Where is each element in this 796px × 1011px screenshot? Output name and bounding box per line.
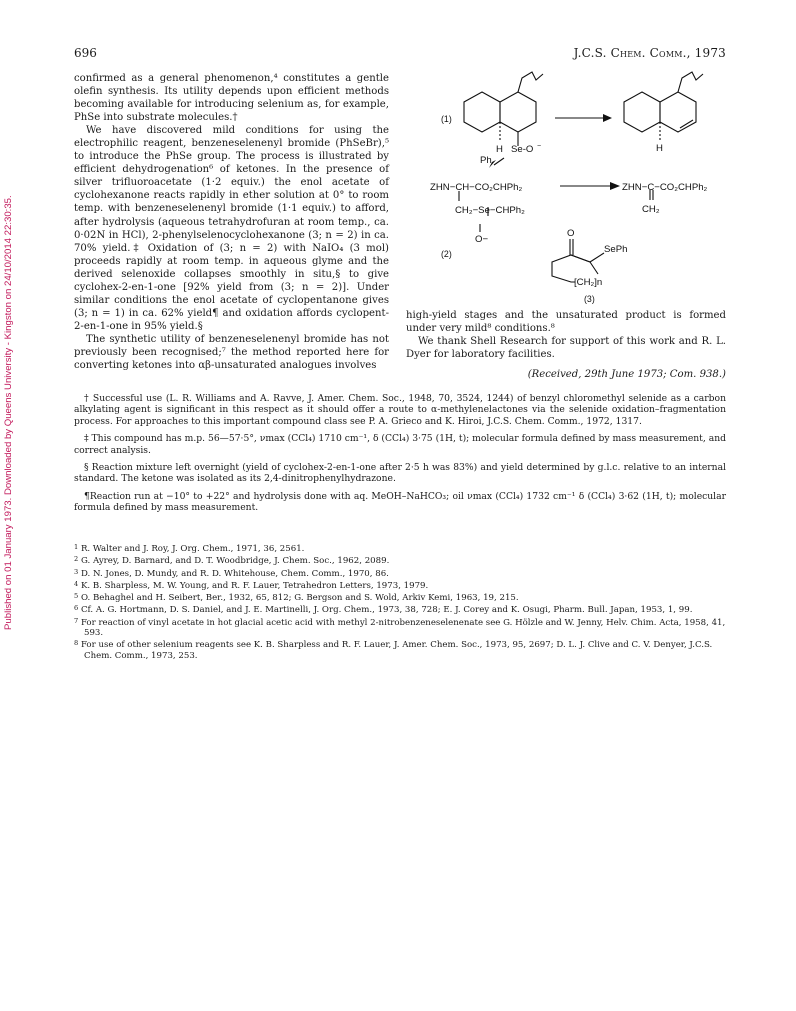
compound-label-1: (1) [441,114,452,124]
side-chain [678,72,703,92]
reference: $^1$ R. Walter and J. Roy, J. Org. Chem., 1971, 36, 2561. [74,543,305,554]
footnote: ¶Reaction run at −10° to +22° and hydrolysis done with aq. MeOH–NaHCO₃; oil νmax (CCl₄) 1732 cm⁻¹ δ (CCl₄) 3·62 (1H, t); molecular formula defined by mass measurement. [74,490,726,514]
atom-label: [CH₂]n [574,277,603,288]
formula: O− [475,234,489,245]
footnotes [74,393,726,520]
formula: ZHN−CH−CO₂CHPh₂ [430,182,523,193]
download-watermark: Published on 01 January 1973. Downloaded by Queens University - Kingston on 24/10/2014 22:30:35. [3,195,14,630]
atom-label: SePh [604,244,628,255]
reference: $^7$ For reaction of vinyl acetate in hot glacial acetic acid with methyl 2-nitrobenzeneselenenate see G. Hölzle and W. Jenny, Helv. Chim. Acta, 1958, 41, 593. [74,616,726,639]
journal-header: J.C.S. Chem. Comm., 1973 [573,46,726,60]
compound-label-3: (3) [584,294,595,304]
atom-label: O [567,228,575,239]
paragraph: We have discovered mild conditions for using the electrophilic reagent, benzeneselenenyl bromide (PhSeBr),⁵ to introduce the PhSe group. The process is illustrated by efficient dehydrogenation⁶ of ketones. In the presence of silver trifluoroacetate (1·2 equiv.) the enol acetate of cyclohexanone reacts rapidly in ether solution at 0° to room temp. with benzeneselenenyl bromide (1·1 equiv.) to afford, after hydrolysis (aqueous tetrahydrofuran at room temp., ca. 0·02N in HCl), 2-phenylselenocyclohexanone (3; n = 2) in ca. 70% yield.‡ Oxidation of (3; n = 2) with NaIO₄ (3 mol) proceeds rapidly at room temp. in aqueous glyme and the derived selenoxide collapses smoothly in situ,§ to give cyclohex-2-en-1-one [92% yield from (3; n = 2)]. Under similar conditions the enol acetate of cyclopentanone gives (3; n = 1) in ca. 62% yield¶ and oxidation affords cyclopent-2-en-1-one in 95% yield.§ [74,125,389,332]
formula: CH₂ [642,204,660,215]
atom-label: Se-O [511,144,534,155]
reaction-scheme [0,0,796,310]
ring-d [660,92,696,132]
reference: $^2$ G. Ayrey, D. Barnard, and D. T. Woodbridge, J. Chem. Soc., 1962, 2089. [74,555,390,567]
paragraph: high-yield stages and the unsaturated product is formed under very mild⁸ conditions.⁸ [406,310,726,335]
page-number: 696 [74,46,97,60]
references [74,542,726,661]
atom-label: H [656,143,663,154]
reference: $^4$ K. B. Sharpless, M. W. Young, and R. F. Lauer, Tetrahedron Letters, 1973, 1979. [74,579,429,591]
right-column [406,309,726,361]
footnote: † Successful use (L. R. Williams and A. Ravve, J. Amer. Chem. Soc., 1948, 70, 3524, 1244) of benzyl chloromethyl selenide as a carbon alkylating agent is significant in this respect as it should offer a route to α-methylenelactones via the selenide oxidation–fragmentation process. For approaches to this important compound class see P. A. Grieco and K. Hiroi, J.C.S. Chem. Comm., 1972, 1317. [74,393,726,427]
ring-a [464,92,500,132]
atom-label: H [496,144,503,155]
ring-c [624,92,660,132]
charge: − [537,143,542,150]
atom-label: Ph [480,155,492,166]
reference: $^3$ D. N. Jones, D. Mundy, and R. D. Whitehouse, Chem. Comm., 1970, 86. [74,567,389,579]
footnote: ‡ This compound has m.p. 56—57·5°, νmax (CCl₄) 1710 cm⁻¹, δ (CCl₄) 3·75 (1H, t); molecular formula defined by mass measurement, and correct analysis. [74,433,726,456]
side-chain [518,72,543,92]
formula: ZHN−C−CO₂CHPh₂ [622,182,708,193]
compound-label-2: (2) [441,249,452,259]
reference: $^6$ Cf. A. G. Hortmann, D. S. Daniel, and J. E. Martinelli, J. Org. Chem., 1973, 38, 728; E. J. Corey and K. Osugi, Pharm. Bull. Japan, 1953, 1, 99. [74,604,693,616]
reference: $^5$ O. Behaghel and H. Seibert, Ber., 1932, 65, 812; G. Bergson and S. Wold, Arkiv Kemi, 1963, 19, 215. [74,592,519,604]
reference: $^8$ For use of other selenium reagents see K. B. Sharpless and R. F. Lauer, J. Amer. Chem. Soc., 1973, 95, 2697; D. L. J. Clive and C. V. Denyer, J.C.S. Chem. Comm., 1973, 253. [74,639,713,661]
paragraph: The synthetic utility of benzeneselenenyl bromide has not previously been recognised;⁷ the method reported here for converting ketones into αβ-unsaturated analogues involves [74,333,389,372]
ring-b [500,92,536,132]
acknowledgement: We thank Shell Research for support of this work and R. L. Dyer for laboratory facilities. [406,336,726,361]
footnote: § Reaction mixture left overnight (yield of cyclohex-2-en-1-one after 2·5 h was 83%) and yield determined by g.l.c. relative to an internal standard. The ketone was isolated as its 2,4-dinitrophenylhydrazone. [74,462,726,485]
formula: CH₂−Se−CHPh₂ [455,205,525,216]
received-date: (Received, 29th June 1973; Com. 938.) [527,369,726,380]
paragraph: confirmed as a general phenomenon,⁴ constitutes a gentle olefin synthesis. Its utility depends upon efficient methods becoming available for introducing selenium as, for example, PhSe into substrate molecules.† [74,73,389,124]
